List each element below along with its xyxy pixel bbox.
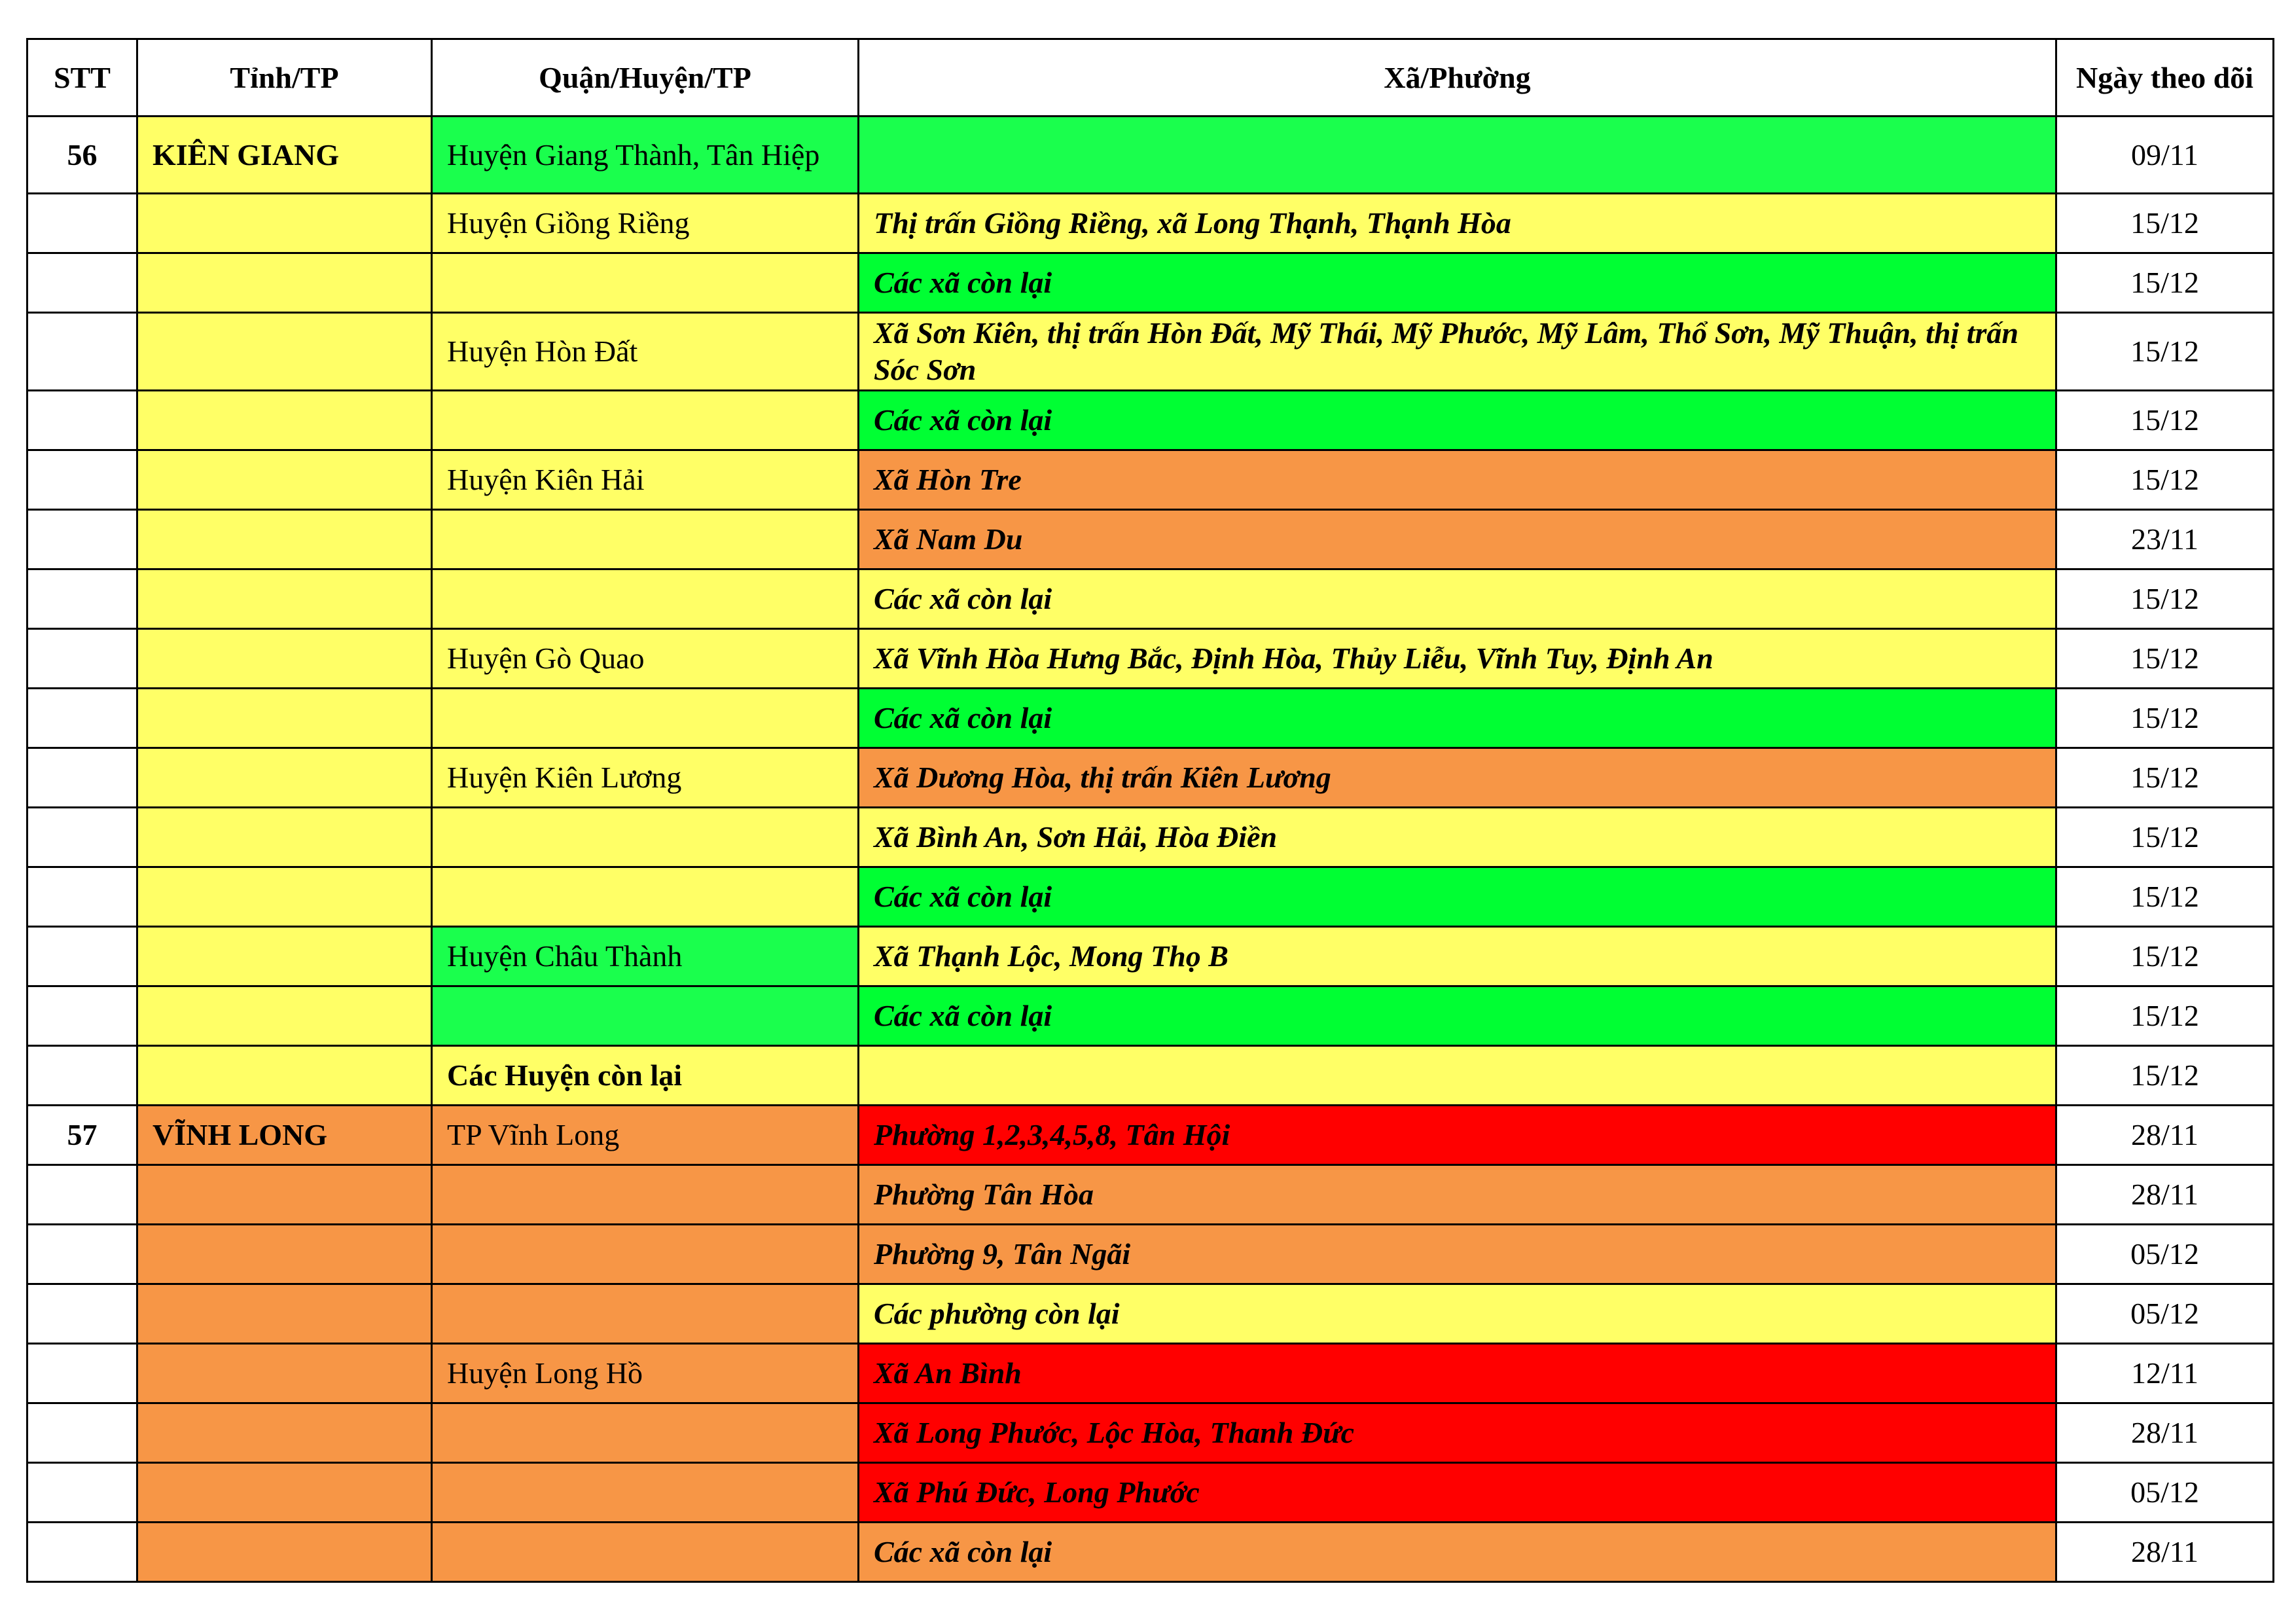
district-cell: [432, 986, 859, 1046]
date-cell: 15/12: [2056, 808, 2274, 867]
header-ward: Xã/Phường: [859, 39, 2056, 117]
district-cell: [432, 1463, 859, 1523]
stt-cell: [27, 867, 137, 927]
district-cell: [432, 1165, 859, 1225]
table-row: [27, 1344, 2274, 1403]
district-cell: [432, 391, 859, 450]
province-cell: [137, 510, 432, 569]
stt-cell: [27, 1463, 137, 1523]
ward-cell: Các xã còn lại: [859, 253, 2056, 313]
ward-cell: [859, 1046, 2056, 1106]
ward-cell: Xã Vĩnh Hòa Hưng Bắc, Định Hòa, Thủy Liễu, Vĩnh Tuy, Định An: [859, 629, 2056, 689]
stt-cell: [27, 391, 137, 450]
table-row: [27, 748, 2274, 808]
province-cell: VĨNH LONG: [137, 1106, 432, 1165]
table-row: [27, 1106, 2274, 1165]
ward-cell: Xã Hòn Tre: [859, 450, 2056, 510]
stt-cell: [27, 629, 137, 689]
district-cell: Huyện Giang Thành, Tân Hiệp: [432, 117, 859, 194]
table-row: [27, 1284, 2274, 1344]
ward-cell: Các xã còn lại: [859, 1523, 2056, 1582]
ward-cell: Xã Nam Du: [859, 510, 2056, 569]
stt-cell: [27, 1284, 137, 1344]
district-cell: [432, 1403, 859, 1463]
ward-cell: Các xã còn lại: [859, 867, 2056, 927]
ward-cell: Phường 1,2,3,4,5,8, Tân Hội: [859, 1106, 2056, 1165]
stt-cell: [27, 689, 137, 748]
date-cell: 15/12: [2056, 313, 2274, 391]
district-cell: Các Huyện còn lại: [432, 1046, 859, 1106]
date-cell: 12/11: [2056, 1344, 2274, 1403]
ward-cell: Các phường còn lại: [859, 1284, 2056, 1344]
stt-cell: [27, 1165, 137, 1225]
header-district: Quận/Huyện/TP: [432, 39, 859, 117]
province-cell: [137, 808, 432, 867]
date-cell: 05/12: [2056, 1225, 2274, 1284]
province-cell: [137, 689, 432, 748]
header-row: [27, 39, 2274, 117]
table-row: [27, 450, 2274, 510]
table-row: [27, 510, 2274, 569]
date-cell: 28/11: [2056, 1523, 2274, 1582]
table-row: [27, 117, 2274, 194]
header-date: Ngày theo dõi: [2056, 39, 2274, 117]
province-cell: [137, 569, 432, 629]
date-cell: 15/12: [2056, 391, 2274, 450]
date-cell: 15/12: [2056, 927, 2274, 986]
header-stt: STT: [27, 39, 137, 117]
district-cell: Huyện Long Hồ: [432, 1344, 859, 1403]
district-cell: [432, 1225, 859, 1284]
table-row: [27, 391, 2274, 450]
date-cell: 15/12: [2056, 1046, 2274, 1106]
province-cell: [137, 1403, 432, 1463]
district-cell: Huyện Kiên Hải: [432, 450, 859, 510]
ward-cell: Xã Bình An, Sơn Hải, Hòa Điền: [859, 808, 2056, 867]
date-cell: 15/12: [2056, 450, 2274, 510]
stt-cell: [27, 569, 137, 629]
table-row: [27, 986, 2274, 1046]
ward-cell: Phường Tân Hòa: [859, 1165, 2056, 1225]
province-cell: [137, 1165, 432, 1225]
table-row: [27, 1046, 2274, 1106]
date-cell: 15/12: [2056, 194, 2274, 253]
stt-cell: [27, 450, 137, 510]
province-cell: [137, 748, 432, 808]
stt-cell: [27, 194, 137, 253]
table-row: [27, 194, 2274, 253]
district-cell: TP Vĩnh Long: [432, 1106, 859, 1165]
district-cell: [432, 808, 859, 867]
stt-cell: [27, 253, 137, 313]
table-row: [27, 808, 2274, 867]
province-cell: [137, 313, 432, 391]
district-cell: Huyện Gò Quao: [432, 629, 859, 689]
date-cell: 28/11: [2056, 1403, 2274, 1463]
province-cell: [137, 1046, 432, 1106]
table-row: [27, 927, 2274, 986]
date-cell: 28/11: [2056, 1165, 2274, 1225]
stt-cell: [27, 313, 137, 391]
ward-cell: Xã Long Phước, Lộc Hòa, Thanh Đức: [859, 1403, 2056, 1463]
table-row: [27, 313, 2274, 391]
date-cell: 15/12: [2056, 629, 2274, 689]
province-cell: KIÊN GIANG: [137, 117, 432, 194]
ward-cell: Thị trấn Giồng Riềng, xã Long Thạnh, Thạnh Hòa: [859, 194, 2056, 253]
stt-cell: [27, 510, 137, 569]
district-cell: [432, 867, 859, 927]
district-cell: Huyện Hòn Đất: [432, 313, 859, 391]
province-cell: [137, 867, 432, 927]
district-cell: [432, 569, 859, 629]
province-cell: [137, 927, 432, 986]
stt-cell: [27, 1344, 137, 1403]
table-row: [27, 569, 2274, 629]
date-cell: 23/11: [2056, 510, 2274, 569]
ward-cell: Các xã còn lại: [859, 569, 2056, 629]
province-cell: [137, 391, 432, 450]
district-cell: [432, 1523, 859, 1582]
province-cell: [137, 986, 432, 1046]
table-row: [27, 253, 2274, 313]
stt-cell: [27, 927, 137, 986]
province-cell: [137, 194, 432, 253]
ward-cell: Xã Sơn Kiên, thị trấn Hòn Đất, Mỹ Thái, Mỹ Phước, Mỹ Lâm, Thổ Sơn, Mỹ Thuận, thị trấn Sóc Sơn: [859, 313, 2056, 391]
ward-cell: Xã An Bình: [859, 1344, 2056, 1403]
ward-cell: [859, 117, 2056, 194]
province-cell: [137, 629, 432, 689]
table-row: [27, 1225, 2274, 1284]
date-cell: 28/11: [2056, 1106, 2274, 1165]
stt-cell: [27, 748, 137, 808]
date-cell: 09/11: [2056, 117, 2274, 194]
province-cell: [137, 1523, 432, 1582]
stt-cell: [27, 808, 137, 867]
ward-cell: Các xã còn lại: [859, 689, 2056, 748]
date-cell: 15/12: [2056, 253, 2274, 313]
province-cell: [137, 1344, 432, 1403]
ward-cell: Các xã còn lại: [859, 986, 2056, 1046]
date-cell: 05/12: [2056, 1284, 2274, 1344]
province-cell: [137, 1463, 432, 1523]
stt-cell: [27, 986, 137, 1046]
stt-cell: 56: [27, 117, 137, 194]
stt-cell: [27, 1403, 137, 1463]
stt-cell: [27, 1523, 137, 1582]
stt-cell: [27, 1225, 137, 1284]
district-cell: [432, 1284, 859, 1344]
stt-cell: [27, 1046, 137, 1106]
ward-cell: Các xã còn lại: [859, 391, 2056, 450]
province-cell: [137, 1284, 432, 1344]
province-cell: [137, 253, 432, 313]
ward-cell: Xã Thạnh Lộc, Mong Thọ B: [859, 927, 2056, 986]
date-cell: 05/12: [2056, 1463, 2274, 1523]
date-cell: 15/12: [2056, 867, 2274, 927]
ward-cell: Xã Phú Đức, Long Phước: [859, 1463, 2056, 1523]
date-cell: 15/12: [2056, 748, 2274, 808]
table-row: [27, 1403, 2274, 1463]
district-cell: [432, 689, 859, 748]
district-cell: [432, 510, 859, 569]
district-cell: Huyện Giồng Riềng: [432, 194, 859, 253]
province-cell: [137, 450, 432, 510]
table-row: [27, 1463, 2274, 1523]
header-province: Tỉnh/TP: [137, 39, 432, 117]
table-row: [27, 689, 2274, 748]
ward-cell: Phường 9, Tân Ngãi: [859, 1225, 2056, 1284]
stt-cell: 57: [27, 1106, 137, 1165]
table-row: [27, 1523, 2274, 1582]
district-cell: Huyện Kiên Lương: [432, 748, 859, 808]
zone-table: [26, 38, 2274, 1583]
district-cell: [432, 253, 859, 313]
table-row: [27, 867, 2274, 927]
date-cell: 15/12: [2056, 689, 2274, 748]
district-cell: Huyện Châu Thành: [432, 927, 859, 986]
table-row: [27, 629, 2274, 689]
ward-cell: Xã Dương Hòa, thị trấn Kiên Lương: [859, 748, 2056, 808]
date-cell: 15/12: [2056, 986, 2274, 1046]
date-cell: 15/12: [2056, 569, 2274, 629]
table-row: [27, 1165, 2274, 1225]
province-cell: [137, 1225, 432, 1284]
